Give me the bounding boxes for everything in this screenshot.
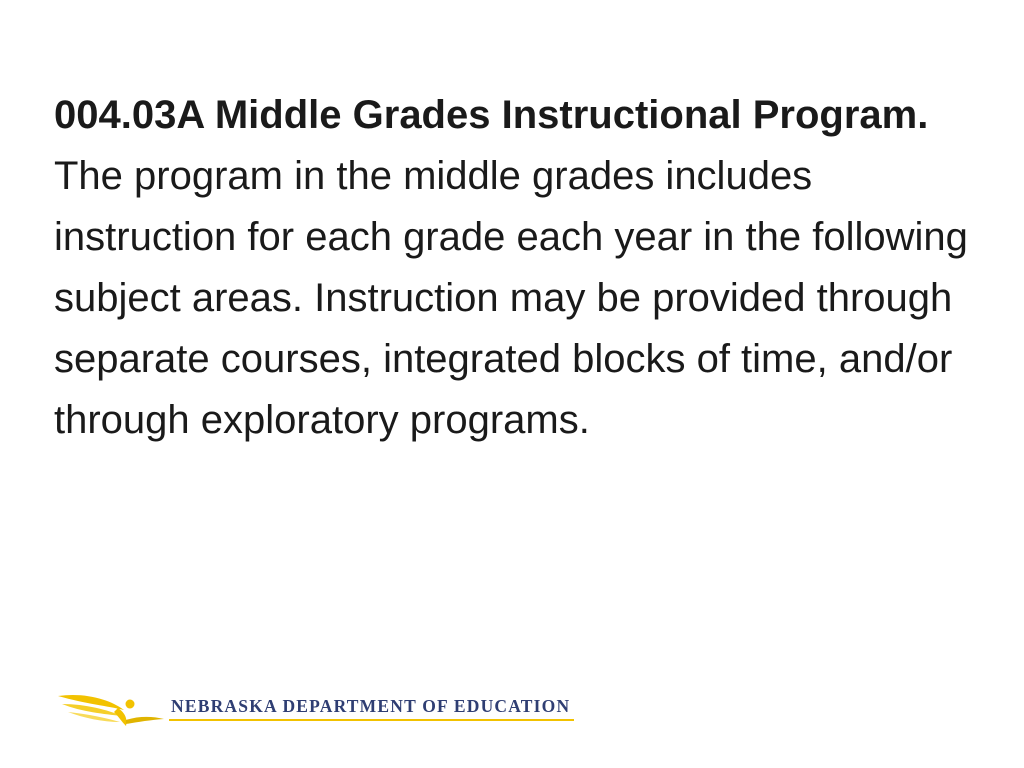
slide-body xyxy=(54,85,1004,451)
logo-underline xyxy=(169,719,574,721)
section-heading: 004.03A Middle Grades Instructional Program. xyxy=(54,93,929,137)
swoosh-figure-icon xyxy=(56,686,166,736)
nde-logo xyxy=(56,686,586,736)
logo-text: NEBRASKA DEPARTMENT OF EDUCATION xyxy=(171,696,571,716)
section-body-text: The program in the middle grades includes instruction for each grade each year in the following subject areas. Instruction may be provided through separate courses, integrated blocks of time, and/or through exploratory programs. xyxy=(54,154,968,442)
